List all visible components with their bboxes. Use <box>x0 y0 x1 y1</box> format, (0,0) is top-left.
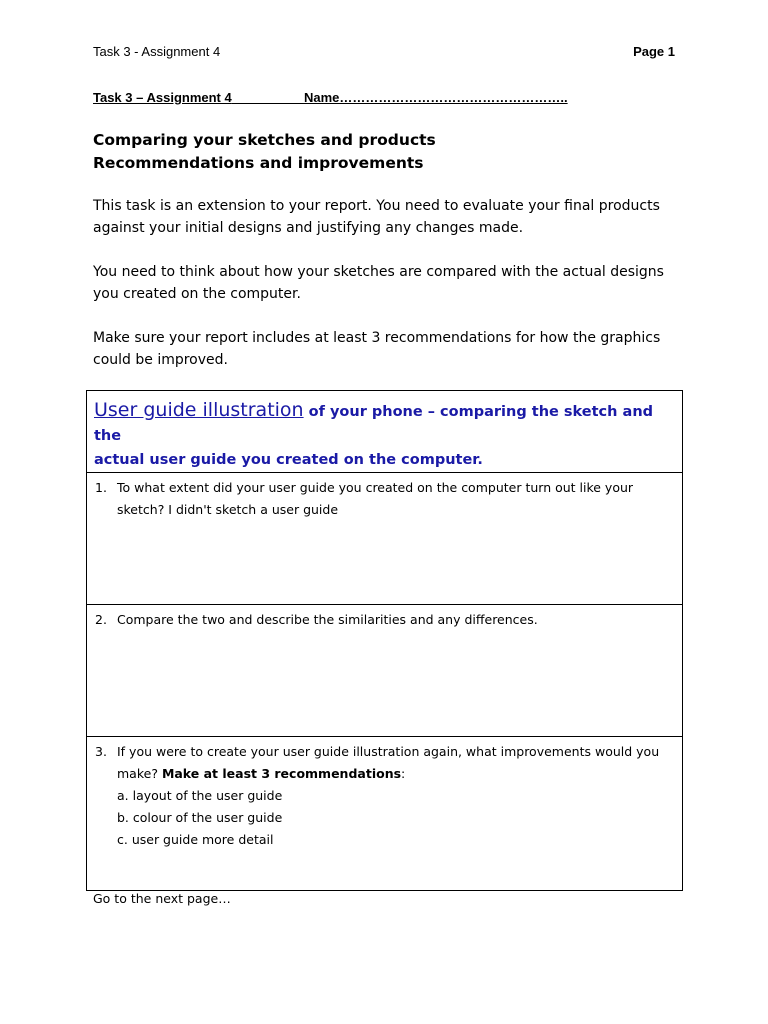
task-label: Task 3 – Assignment 4 <box>93 90 232 105</box>
paragraph-1: This task is an extension to your report. You need to evaluate your final products against your initial designs and justifying any changes made. <box>93 198 660 236</box>
table-title-actual: actual user guide <box>94 452 237 468</box>
table-title-sketch: sketch <box>563 404 618 420</box>
heading-1: Comparing your sketches and products <box>93 131 436 149</box>
question-1-cell[interactable] <box>87 473 683 605</box>
heading-2: Recommendations and improvements <box>93 154 424 172</box>
paragraph-3: Make sure your report includes at least 3 recommendations for how the graphics could be improved. <box>93 330 661 368</box>
question-2-cell[interactable] <box>87 605 683 737</box>
answer-c: c. user guide more detail <box>117 832 274 847</box>
page-header <box>93 44 675 59</box>
question-3-number: 3. <box>95 744 107 759</box>
question-1-text-2: sketch? I didn't sketch a user guide <box>117 502 339 517</box>
page-number: Page 1 <box>633 44 675 59</box>
table-title-cell <box>87 391 683 473</box>
question-3-cell[interactable] <box>87 737 683 891</box>
question-3-bold: Make at least 3 recommendations <box>161 766 402 781</box>
answer-a: a. layout of the user guide <box>117 788 283 803</box>
question-2-number: 2. <box>95 612 107 627</box>
question-1-text: To what extent did your user guide you created on the computer turn out like your <box>117 480 634 495</box>
question-3-colon: : <box>401 766 406 781</box>
next-page-note: Go to the next page… <box>93 891 231 906</box>
table-title-part3: you created on the computer. <box>236 452 483 468</box>
page-headings <box>93 129 436 175</box>
header-left: Task 3 - Assignment 4 <box>93 44 221 59</box>
table-title-main: User guide illustration <box>94 399 304 421</box>
question-3-text: If you were to create your user guide illustration again, what improvements would you <box>117 744 660 759</box>
question-2-text: Compare the two and describe the similarities and any differences. <box>117 612 538 627</box>
task-name-line <box>93 90 568 105</box>
answer-b: b. colour of the user guide <box>117 810 283 825</box>
paragraph-2: You need to think about how your sketches are compared with the actual designs you created on the computer. <box>93 264 664 302</box>
table-title-part1: of your phone – comparing the <box>303 404 564 420</box>
name-field-label: Name…………………………………………….. <box>303 90 568 105</box>
table-title-part2: and the <box>94 404 654 444</box>
question-1-number: 1. <box>95 480 107 495</box>
question-table <box>86 390 683 891</box>
question-3-text-2: make? <box>117 766 162 781</box>
